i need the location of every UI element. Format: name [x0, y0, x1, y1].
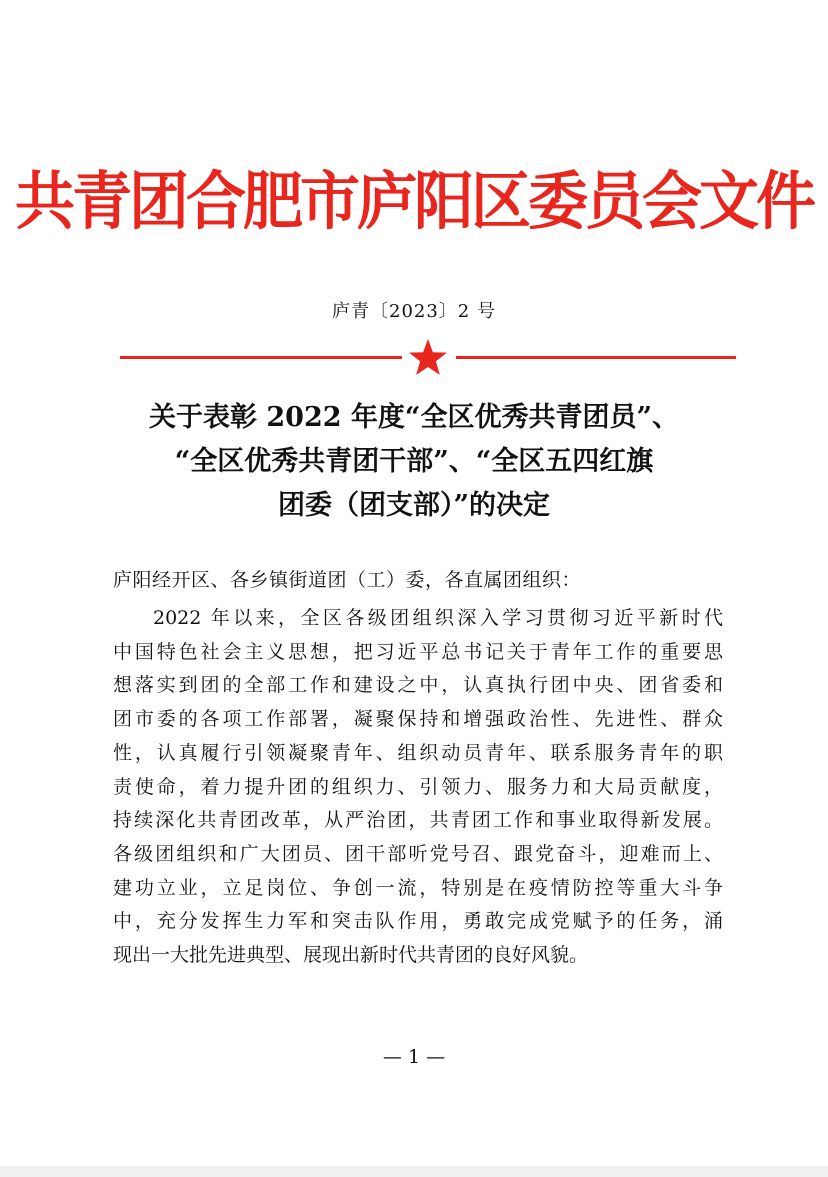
red-divider: [120, 338, 736, 378]
document-title: [0, 396, 828, 528]
title-line: 团委（团支部）”的决定: [277, 490, 551, 521]
body-line: 性，认真履行引领凝聚青年、组织动员青年、联系服务青年的职: [113, 741, 723, 764]
body-line: 建功立业，立足岗位、争创一流，特别是在疫情防控等重大斗争: [113, 876, 723, 899]
body-line: 现出一大批先进典型、展现出新时代共青团的良好风貌。: [113, 944, 589, 967]
document-number: 庐青〔2023〕2 号: [332, 301, 496, 322]
body-line: 各级团组织和广大团员、团干部听党号召、跟党奋斗，迎难而上、: [113, 842, 723, 865]
body-paragraph: [113, 602, 723, 973]
body-line: 责使命，着力提升团的组织力、引领力、服务力和大局贡献度，: [113, 775, 723, 798]
body-line: 持续深化共青团改革，从严治团，共青团工作和事业取得新发展。: [113, 809, 723, 832]
body-line: 想落实到团的全部工作和建设之中，认真执行团中央、团省委和: [113, 674, 723, 697]
divider-line-left: [120, 356, 402, 359]
body-line: 中国特色社会主义思想，把习近平总书记关于青年工作的重要思: [113, 640, 723, 663]
title-line: 关于表彰 2022 年度“全区优秀共青团员”、: [148, 402, 679, 433]
title-line: “全区优秀共青团干部”、“全区五四红旗: [174, 446, 654, 477]
salutation: 庐阳经开区、各乡镇街道团（工）委，各直属团组织：: [113, 569, 582, 591]
divider-line-right: [456, 356, 736, 359]
body-line: 2022 年以来，全区各级团组织深入学习贯彻习近平新时代: [153, 607, 723, 629]
masthead-title: 共青团合肥市庐阳区委员会文件: [15, 165, 813, 239]
page-number: — 1 —: [382, 1046, 446, 1068]
star-icon: [407, 338, 449, 378]
body-line: 中，充分发挥生力军和突击队作用，勇敢完成党赋予的任务，涌: [113, 910, 723, 933]
bottom-scroll-bar: [0, 1166, 828, 1177]
body-line: 团市委的各项工作部署，凝聚保持和增强政治性、先进性、群众: [113, 708, 723, 731]
